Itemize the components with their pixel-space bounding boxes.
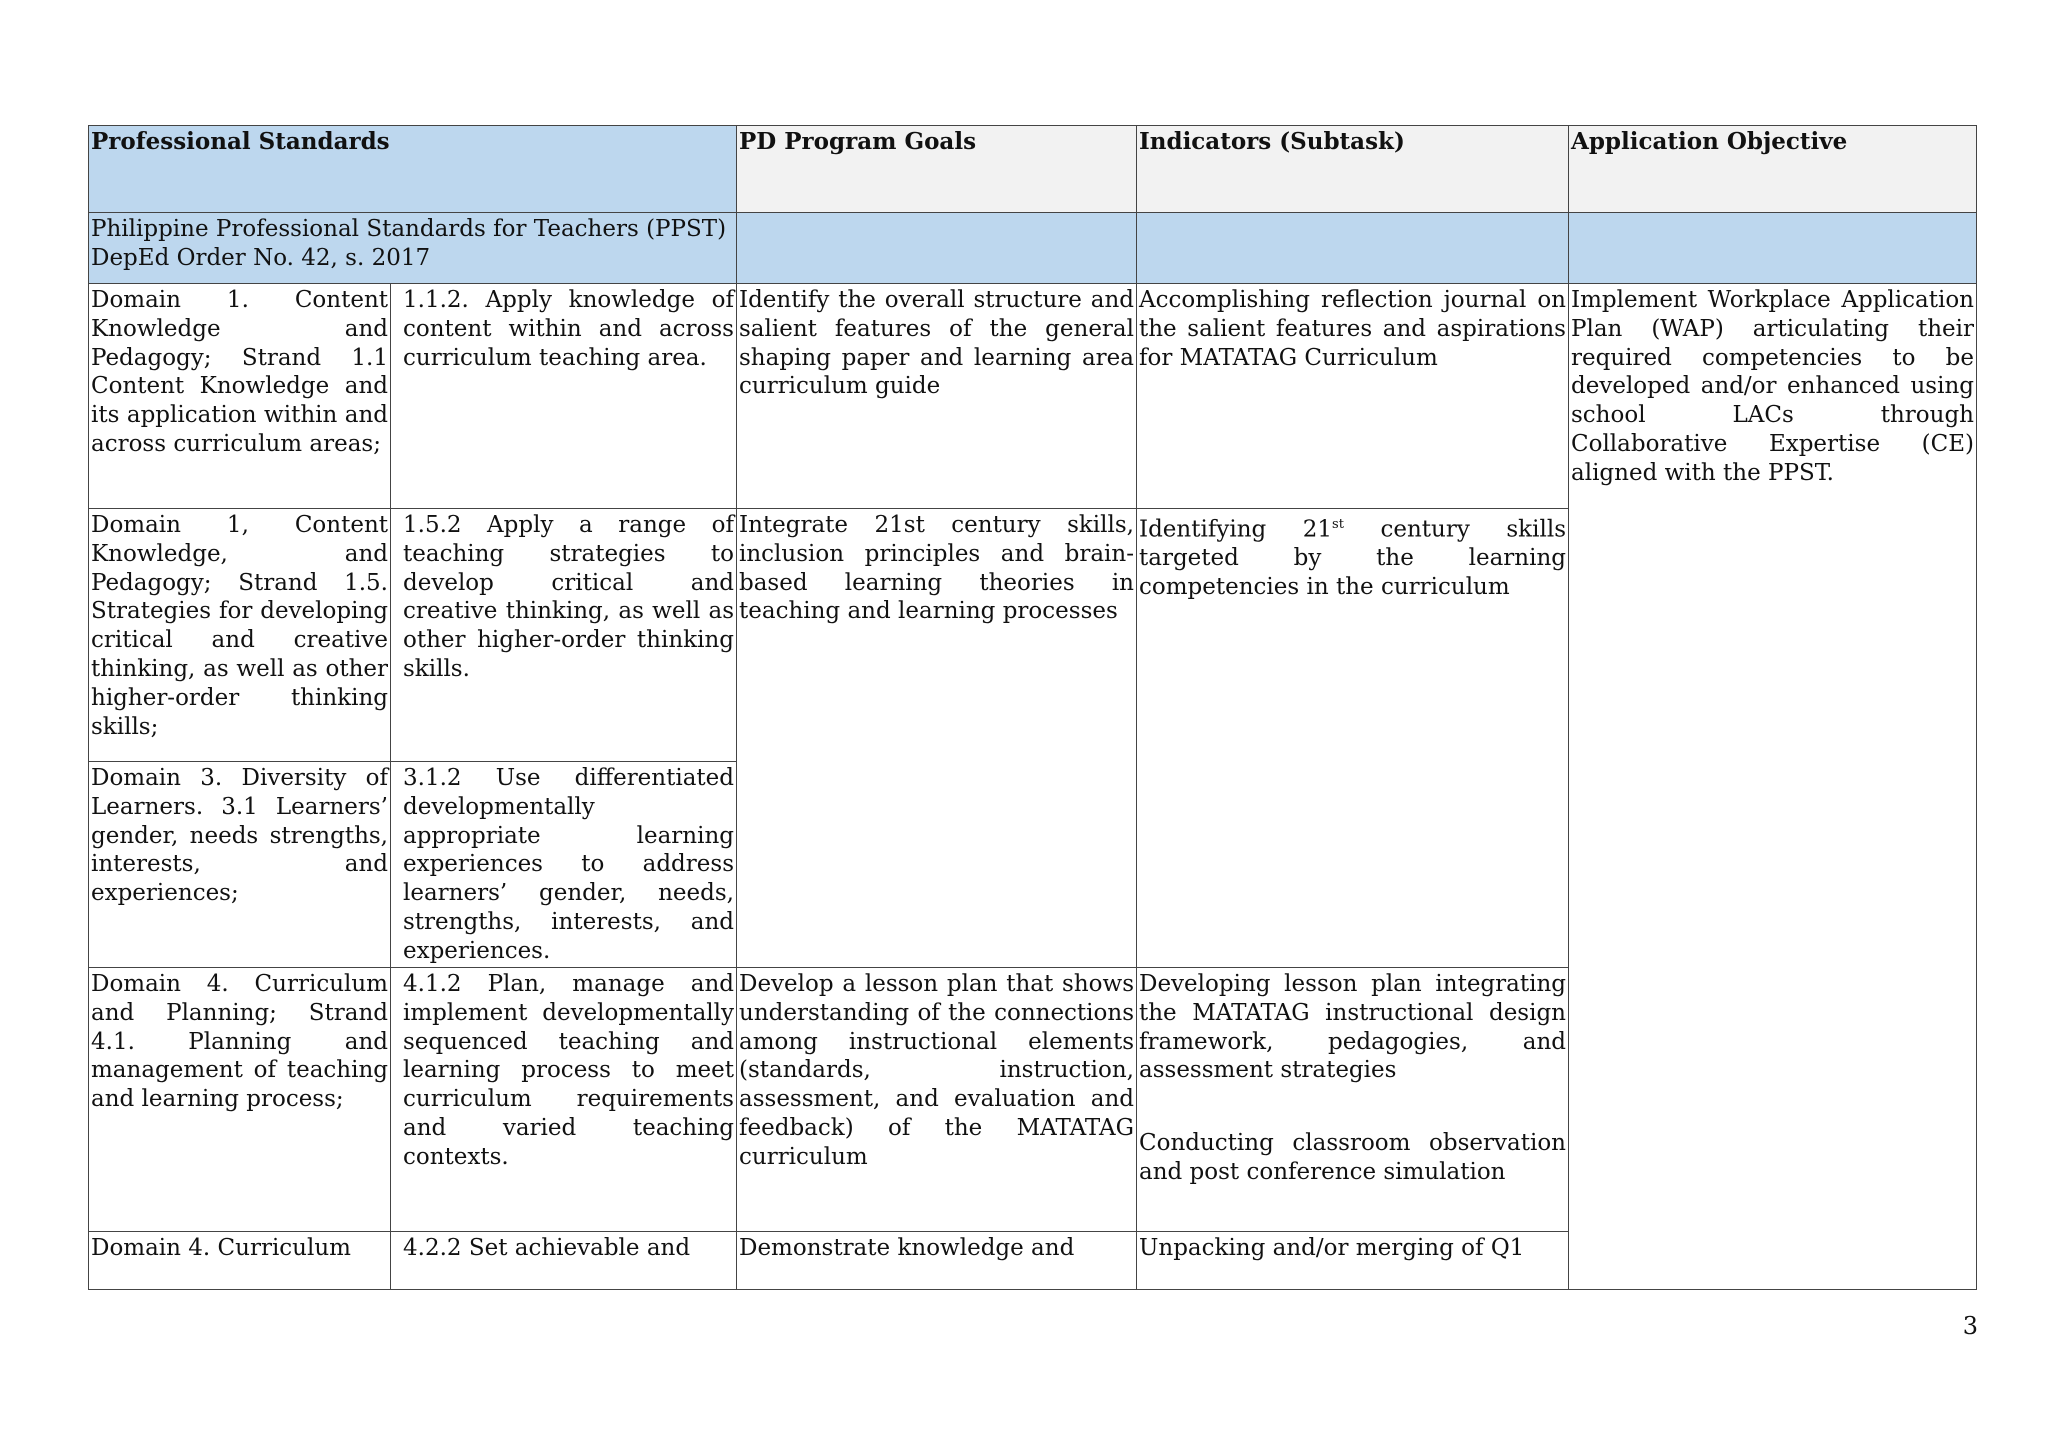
subtask-second: Conducting classroom observation and post conference simulation: [1139, 1130, 1566, 1185]
domain-cell: Domain 4. Curriculum: [89, 1232, 391, 1290]
subtask-superscript: st: [1332, 517, 1344, 532]
subtask-first: Developing lesson plan integrating the MATATAG instructional design framework, pedagogies, and assessment strategies: [1139, 971, 1566, 1084]
indicator-cell: 1.1.2. Apply knowledge of content within and across curriculum teaching area.: [391, 284, 737, 509]
domain-cell: Domain 1. Content Knowledge and Pedagogy; Strand 1.1 Content Knowledge and its application within and across curriculum areas;: [89, 284, 391, 509]
merged-goal-cell: Integrate 21st century skills, inclusion principles and brain-based learning theories in teaching and learning processes: [737, 509, 1137, 968]
table-row: [89, 284, 1977, 509]
header-row: [89, 126, 1977, 213]
header-pd-program-goals: PD Program Goals: [737, 126, 1137, 213]
goal-cell: Demonstrate knowledge and: [737, 1232, 1137, 1290]
page-number: 3: [1962, 1312, 1978, 1340]
header-indicators: Indicators (Subtask): [1137, 126, 1569, 213]
merged-subtask-cell: [1137, 509, 1569, 968]
ppst-title: Philippine Professional Standards for Teachers (PPST): [91, 216, 727, 242]
domain-cell: Domain 4. Curriculum and Planning; Strand 4.1. Planning and management of teaching and learning process;: [89, 968, 391, 1232]
subtask-spacer: [1139, 1085, 1566, 1129]
header-professional-standards: Professional Standards: [89, 126, 737, 213]
header-application-objective: Application Objective: [1569, 126, 1977, 213]
ppst-blank-indicators: [1137, 213, 1569, 284]
ppst-row: [89, 213, 1977, 284]
ppst-blank-goals: [737, 213, 1137, 284]
ppst-blank-objective: [1569, 213, 1977, 284]
indicator-cell: 4.1.2 Plan, manage and implement developmentally sequenced teaching and learning process to meet curriculum requirements and varied teaching contexts.: [391, 968, 737, 1232]
goal-cell: Identify the overall structure and salient features of the general shaping paper and learning area curriculum guide: [737, 284, 1137, 509]
ppst-order: DepEd Order No. 42, s. 2017: [91, 244, 431, 271]
goal-cell: Develop a lesson plan that shows understanding of the connections among instructional elements (standards, instruction, assessment, and evaluation and feedback) of the MATATAG curriculum: [737, 968, 1137, 1232]
subtask-cell: [1137, 968, 1569, 1232]
subtask-cell: Accomplishing reflection journal on the salient features and aspirations for MATATAG Curriculum: [1137, 284, 1569, 509]
standards-table: [88, 125, 1977, 1290]
ppst-caption: [89, 213, 737, 284]
subtask-text-end: century skills targeted by the learning competencies in the curriculum: [1139, 516, 1566, 601]
subtask-text-start: Identifying 21: [1139, 516, 1333, 543]
indicator-cell: 4.2.2 Set achievable and: [391, 1232, 737, 1290]
subtask-cell: Unpacking and/or merging of Q1: [1137, 1232, 1569, 1290]
application-objective-cell: Implement Workplace Application Plan (WAP) articulating their required competencies to be developed and/or enhanced using school LACs through Collaborative Expertise (CE) aligned with the PPST.: [1569, 284, 1977, 1290]
indicator-cell: 3.1.2 Use differentiated developmentally appropriate learning experiences to address learners’ gender, needs, strengths, interests, and experiences.: [391, 762, 737, 968]
indicator-cell: 1.5.2 Apply a range of teaching strategies to develop critical and creative thinking, as well as other higher-order thinking skills.: [391, 509, 737, 762]
domain-cell: Domain 1, Content Knowledge, and Pedagogy; Strand 1.5. Strategies for developing critical and creative thinking, as well as other higher-order thinking skills;: [89, 509, 391, 762]
domain-cell: Domain 3. Diversity of Learners. 3.1 Learners’ gender, needs strengths, interests, and experiences;: [89, 762, 391, 968]
